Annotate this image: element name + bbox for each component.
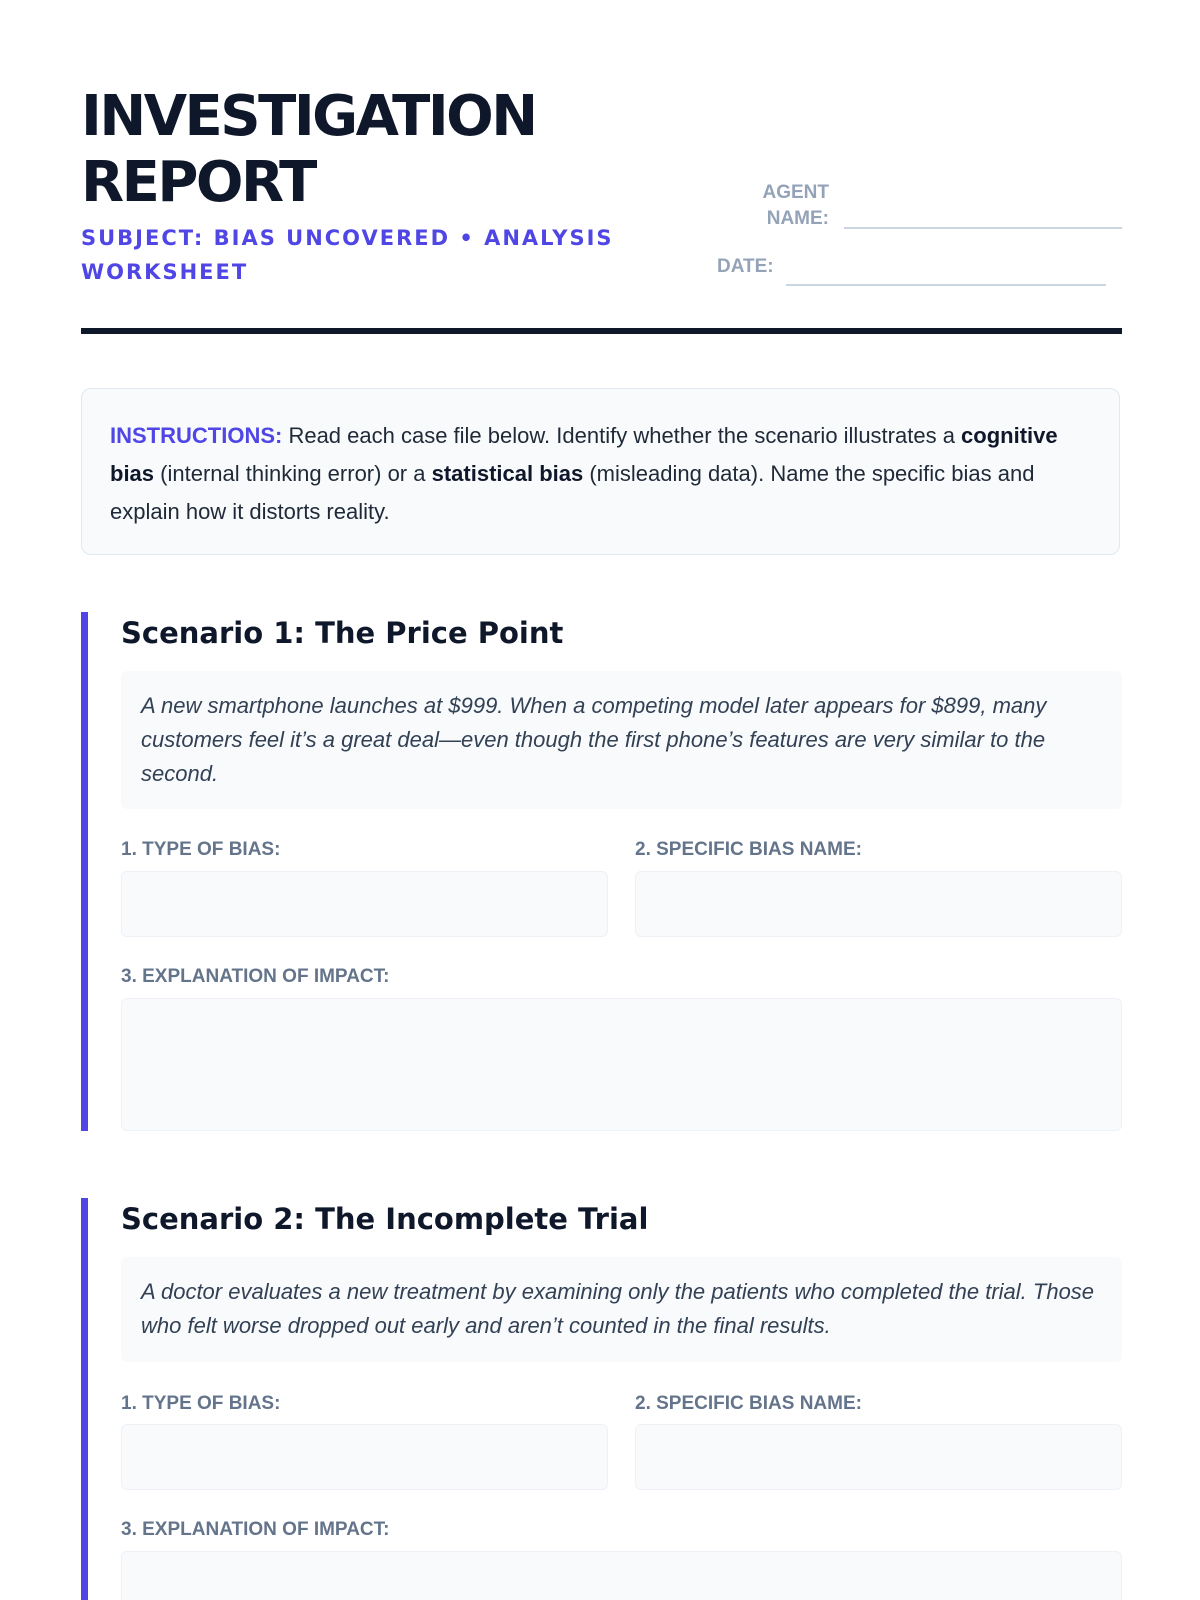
agent-name-line[interactable] <box>844 225 1122 229</box>
scenario-1-name-input[interactable] <box>635 871 1122 937</box>
date-label: DATE: <box>717 256 774 277</box>
scenario-2-name-label: 2. SPECIFIC BIAS NAME: <box>635 1393 862 1414</box>
instructions-box <box>81 388 1120 555</box>
scenario-2-case-text: A doctor evaluates a new treatment by examining only the patients who completed the trial. Those who felt worse dropped out early and aren’t counted in the final results. <box>121 1257 1122 1362</box>
scenario-2-explanation-label: 3. EXPLANATION OF IMPACT: <box>121 1519 390 1540</box>
date-field <box>717 254 1106 280</box>
scenario-1-type-label: 1. TYPE OF BIAS: <box>121 839 281 860</box>
term-cognitive-bias: cognitive bias <box>110 423 1058 486</box>
scenario-2-type-input[interactable] <box>121 1424 608 1490</box>
agent-name-field <box>717 180 1122 232</box>
scenario-2 <box>81 1198 1122 1600</box>
scenario-2-type-label: 1. TYPE OF BIAS: <box>121 1393 281 1414</box>
scenario-1 <box>81 612 1122 1131</box>
scenario-1-name-label: 2. SPECIFIC BIAS NAME: <box>635 839 862 860</box>
report-header <box>81 0 1121 334</box>
agent-name-label: AGENT NAME: <box>762 182 829 229</box>
worksheet-page <box>81 0 1121 1540</box>
page-title: INVESTIGATION REPORT <box>81 84 536 215</box>
page-subtitle: SUBJECT: BIAS UNCOVERED • ANALYSIS WORKSHEET <box>81 226 614 284</box>
header-divider <box>81 328 1122 334</box>
scenario-1-type-input[interactable] <box>121 871 608 937</box>
scenario-2-name-input[interactable] <box>635 1424 1122 1490</box>
scenario-1-case-text: A new smartphone launches at $999. When a competing model later appears for $899, many customers feel it’s a great deal—even though the first phone’s features are very similar to the second. <box>121 671 1122 809</box>
scenario-2-explanation-input[interactable] <box>121 1551 1122 1600</box>
term-statistical-bias: statistical bias <box>431 461 584 486</box>
date-line[interactable] <box>786 282 1106 286</box>
instructions-text-3: (misleading data). Name the specific bias and explain how it distorts reality. <box>110 461 1035 524</box>
scenario-2-title: Scenario 2: The Incomplete Trial <box>121 1202 649 1236</box>
scenario-1-explanation-label: 3. EXPLANATION OF IMPACT: <box>121 966 390 987</box>
scenario-1-explanation-input[interactable] <box>121 998 1122 1131</box>
instructions-lead: INSTRUCTIONS: <box>110 423 283 448</box>
instructions-text-2: (internal thinking error) or a <box>154 461 432 486</box>
instructions-text-1: Read each case file below. Identify whether the scenario illustrates a <box>282 423 962 448</box>
scenario-1-title: Scenario 1: The Price Point <box>121 616 564 650</box>
